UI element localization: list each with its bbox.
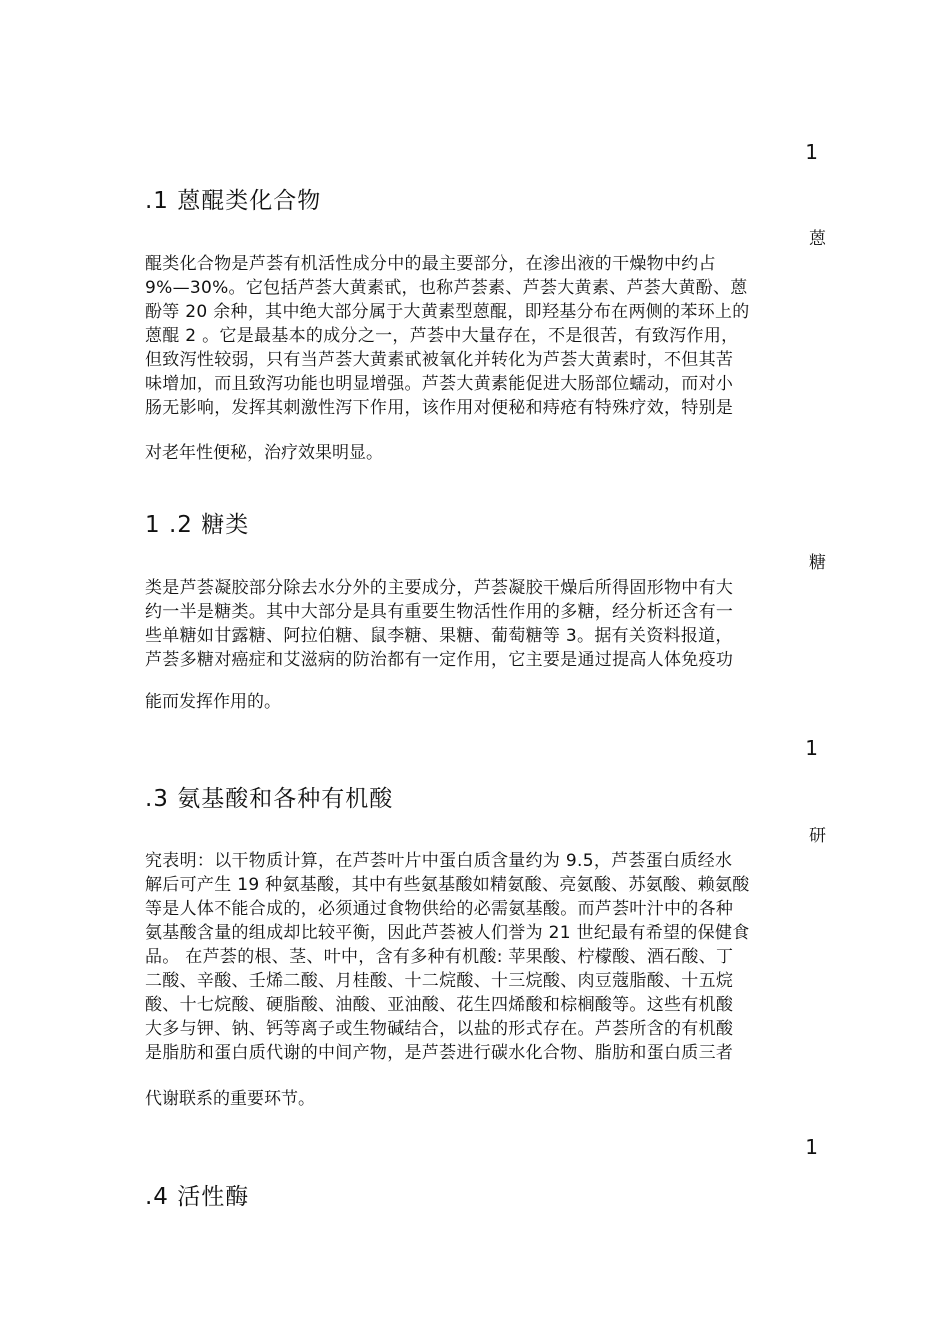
text-line: 芦荟多糖对癌症和艾滋病的防治都有一定作用，它主要是通过提高人体免疫功 xyxy=(145,650,734,670)
section-heading-anthraquinones: .1 蒽醌类化合物 xyxy=(145,188,322,214)
text-line: 醌类化合物是芦荟有机活性成分中的最主要部分，在渗出液的干燥物中约占 xyxy=(145,254,716,274)
text-line: 解后可产生 19 种氨基酸，其中有些氨基酸如精氨酸、亮氨酸、苏氨酸、赖氨酸 xyxy=(145,875,750,895)
paragraph-tail: 对老年性便秘，治疗效果明显。 xyxy=(145,443,383,463)
text-line: 味增加，而且致泻功能也明显增强。芦荟大黄素能促进大肠部位蠕动，而对小 xyxy=(145,374,734,394)
text-line: 等是人体不能合成的，必须通过食物供给的必需氨基酸。而芦荟叶汁中的各种 xyxy=(145,899,734,919)
text-line: 些单糖如甘露糖、阿拉伯糖、鼠李糖、果糖、葡萄糖等 3。据有关资料报道， xyxy=(145,626,733,646)
paragraph-lead-char: 糖 xyxy=(809,553,826,573)
text-line: 究表明：以干物质计算，在芦荟叶片中蛋白质含量约为 9.5，芦荟蛋白质经水 xyxy=(145,851,733,871)
text-line: 类是芦荟凝胶部分除去水分外的主要成分，芦荟凝胶干燥后所得固形物中有大 xyxy=(145,578,734,598)
paragraph-sugars xyxy=(145,576,810,672)
text-line: 品。 在芦荟的根、茎、叶中，含有多种有机酸: 苹果酸、柠檬酸、酒石酸、丁 xyxy=(145,947,734,967)
section-number: 1 xyxy=(805,140,818,164)
text-line: 是脂肪和蛋白质代谢的中间产物，是芦荟进行碳水化合物、脂肪和蛋白质三者 xyxy=(145,1043,734,1063)
text-line: 但致泻性较弱，只有当芦荟大黄素甙被氧化并转化为芦荟大黄素时，不但其苦 xyxy=(145,350,734,370)
section-number: 1 xyxy=(805,736,818,760)
section-heading-active-enzymes: .4 活性酶 xyxy=(145,1184,250,1210)
paragraph-amino-acids xyxy=(145,849,810,1065)
paragraph-tail: 能而发挥作用的。 xyxy=(145,692,281,712)
section-heading-amino-acids: .3 氨基酸和各种有机酸 xyxy=(145,786,394,812)
text-line: 二酸、辛酸、壬烯二酸、月桂酸、十二烷酸、十三烷酸、肉豆蔻脂酸、十五烷 xyxy=(145,971,734,991)
text-line: 酸、十七烷酸、硬脂酸、油酸、亚油酸、花生四烯酸和棕榈酸等。这些有机酸 xyxy=(145,995,734,1015)
text-line: 9%—30%。它包括芦荟大黄素甙，也称芦荟素、芦荟大黄素、芦荟大黄酚、蒽 xyxy=(145,278,748,298)
paragraph-anthraquinones xyxy=(145,252,810,420)
text-line: 蒽醌 2 。它是最基本的成分之一，芦荟中大量存在，不是很苦，有致泻作用， xyxy=(145,326,739,346)
text-line: 氨基酸含量的组成却比较平衡，因此芦荟被人们誉为 21 世纪最有希望的保健食 xyxy=(145,923,750,943)
text-line: 大多与钾、钠、钙等离子或生物碱结合，以盐的形式存在。芦荟所含的有机酸 xyxy=(145,1019,734,1039)
section-heading-sugars: 1 .2 糖类 xyxy=(145,512,250,538)
paragraph-lead-char: 研 xyxy=(809,826,826,846)
section-number: 1 xyxy=(805,1135,818,1159)
paragraph-tail: 代谢联系的重要环节。 xyxy=(145,1089,315,1109)
text-line: 肠无影响，发挥其刺激性泻下作用，该作用对便秘和痔疮有特殊疗效，特别是 xyxy=(145,398,734,418)
text-line: 酚等 20 余种，其中绝大部分属于大黄素型蒽醌，即羟基分布在两侧的苯环上的 xyxy=(145,302,750,322)
text-line: 约一半是糖类。其中大部分是具有重要生物活性作用的多糖，经分析还含有一 xyxy=(145,602,734,622)
paragraph-lead-char: 蒽 xyxy=(809,229,826,249)
